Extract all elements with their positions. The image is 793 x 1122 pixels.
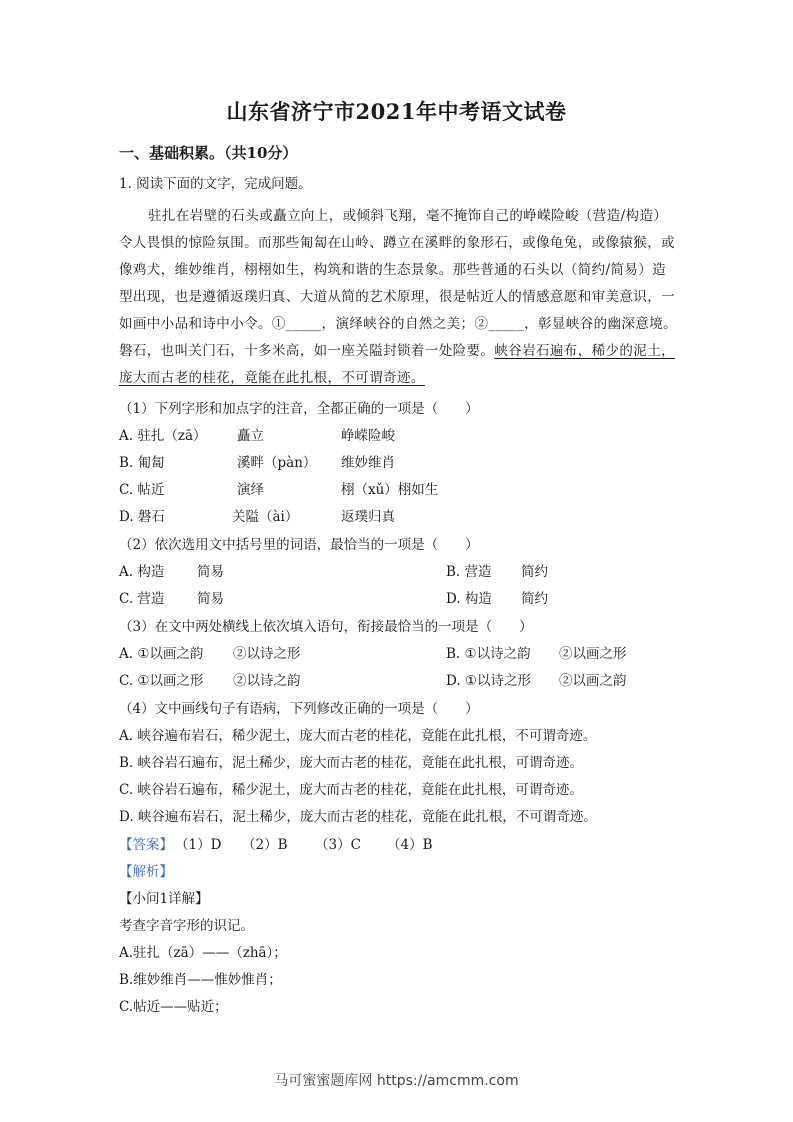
sub-answer-label: 【小问1详解】 [119, 891, 209, 907]
passage-line [119, 339, 675, 359]
option-c-col2: 演绎 [237, 482, 264, 498]
option-d-col2: 关隘（ài） [232, 509, 299, 525]
option-a-col1: A. 驻扎（zā） [119, 428, 207, 444]
option-d-part2: ②以画之韵 [559, 673, 627, 689]
option-b-col2: 溪畔（pàn） [237, 455, 317, 471]
passage-line [119, 366, 425, 386]
option-c: C. 峡谷岩石遍布，稀少泥土，庞大而古老的桂花，竟能在此扎根，可谓奇迹。 [119, 782, 583, 798]
option-c-part2: ②以诗之韵 [233, 673, 301, 689]
sub-question: （2）依次选用文中括号里的词语，最恰当的一项是（ ） [119, 537, 479, 553]
answer-label: 【答案】 [119, 837, 173, 853]
sub-question: （3）在文中两处横线上依次填入语句，衔接最恰当的一项是（ ） [119, 619, 533, 635]
answer-item: （4）B [387, 837, 433, 853]
footer-watermark: 马可蜜蜜题库网 https://amcmm.com [274, 1073, 519, 1089]
explanation-line: B.维妙维肖——惟妙惟肖； [119, 972, 282, 988]
sub-question: （4）文中画线句子有语病，下列修改正确的一项是（ ） [119, 701, 479, 717]
underlined-sentence: 峡谷岩石遍布，稀少的泥土， [494, 343, 676, 359]
option-d-col3: 返璞归真 [341, 509, 395, 525]
option-a: A. ①以画之韵 [119, 646, 204, 662]
option-d: D. 构造 [446, 591, 492, 607]
answer-item: （3）C [315, 837, 361, 853]
passage-line: 如画中小品和诗中小令。①_____，演绎峡谷的自然之美；②_____，彰显峡谷的幽深意境。 [119, 316, 677, 332]
page-title: 山东省济宁市2021年中考语文试卷 [226, 99, 567, 124]
option-a-col3: 峥嵘险峻 [341, 428, 395, 444]
option-b-word2: 简约 [521, 564, 548, 580]
option-c: C. 营造 [119, 591, 165, 607]
option-b-col1: B. 匍匐 [119, 455, 165, 471]
option-a-col2: 矗立 [237, 428, 264, 444]
option-b: B. ①以诗之韵 [446, 646, 531, 662]
passage-line: 驻扎在岩壁的石头或矗立向上，或倾斜飞翔，毫不掩饰自己的峥嵘险峻（营造/构造） [148, 208, 668, 224]
explanation-line: A.驻扎（zā）——（zhā）； [119, 945, 287, 961]
option-c-col1: C. 帖近 [119, 482, 165, 498]
option-a: A. 构造 [119, 564, 165, 580]
option-d-word2: 简约 [521, 591, 548, 607]
option-b-part2: ②以画之形 [559, 646, 627, 662]
answer-item: （1）D [175, 837, 222, 853]
passage-text: 磐石，也叫关门石，十多米高，如一座关隘封锁着一处险要。 [119, 343, 495, 359]
option-c: C. ①以画之形 [119, 673, 204, 689]
option-b: B. 峡谷岩石遍布，泥土稀少，庞大而古老的桂花，竟能在此扎根，可谓奇迹。 [119, 755, 584, 771]
option-d: D. ①以诗之形 [446, 673, 532, 689]
sub-question: （1）下列字形和加点字的注音，全都正确的一项是（ ） [119, 401, 479, 417]
option-a-part2: ②以诗之形 [233, 646, 301, 662]
answer-item: （2）B [242, 837, 288, 853]
option-d-col1: D. 磐石 [119, 509, 165, 525]
option-a-word2: 简易 [197, 564, 224, 580]
underlined-sentence: 庞大而古老的桂花，竟能在此扎根，不可谓奇迹。 [119, 370, 425, 386]
explanation-line: C.帖近——贴近； [119, 999, 228, 1015]
question-intro: 1. 阅读下面的文字，完成问题。 [119, 176, 312, 192]
option-c-word2: 简易 [197, 591, 224, 607]
passage-line: 令人畏惧的惊险氛围。而那些匍匐在山岭、蹲立在溪畔的象形石，或像龟兔，或像猿猴，或 [119, 235, 675, 251]
passage-line: 像鸡犬，维妙维肖，栩栩如生，构筑和谐的生态景象。那些普通的石头以（简约/简易）造 [119, 262, 667, 278]
analysis-label: 【解析】 [119, 864, 173, 880]
passage-line: 型出现，也是遵循返璞归真、大道从简的艺术原理，很是帖近人的情感意愿和审美意识，一 [119, 289, 675, 305]
explanation-line: 考查字音字形的识记。 [119, 918, 254, 934]
option-d: D. 峡谷遍布岩石，泥土稀少，庞大而古老的桂花，竟能在此扎根，不可谓奇迹。 [119, 809, 597, 825]
option-b: B. 营造 [446, 564, 492, 580]
section-heading: 一、基础积累。（共10分） [119, 144, 298, 162]
option-a: A. 峡谷遍布岩石，稀少泥土，庞大而古老的桂花，竟能在此扎根，不可谓奇迹。 [119, 728, 597, 744]
option-b-col3: 维妙维肖 [341, 455, 395, 471]
option-c-col3: 栩（xǔ）栩如生 [341, 482, 439, 498]
